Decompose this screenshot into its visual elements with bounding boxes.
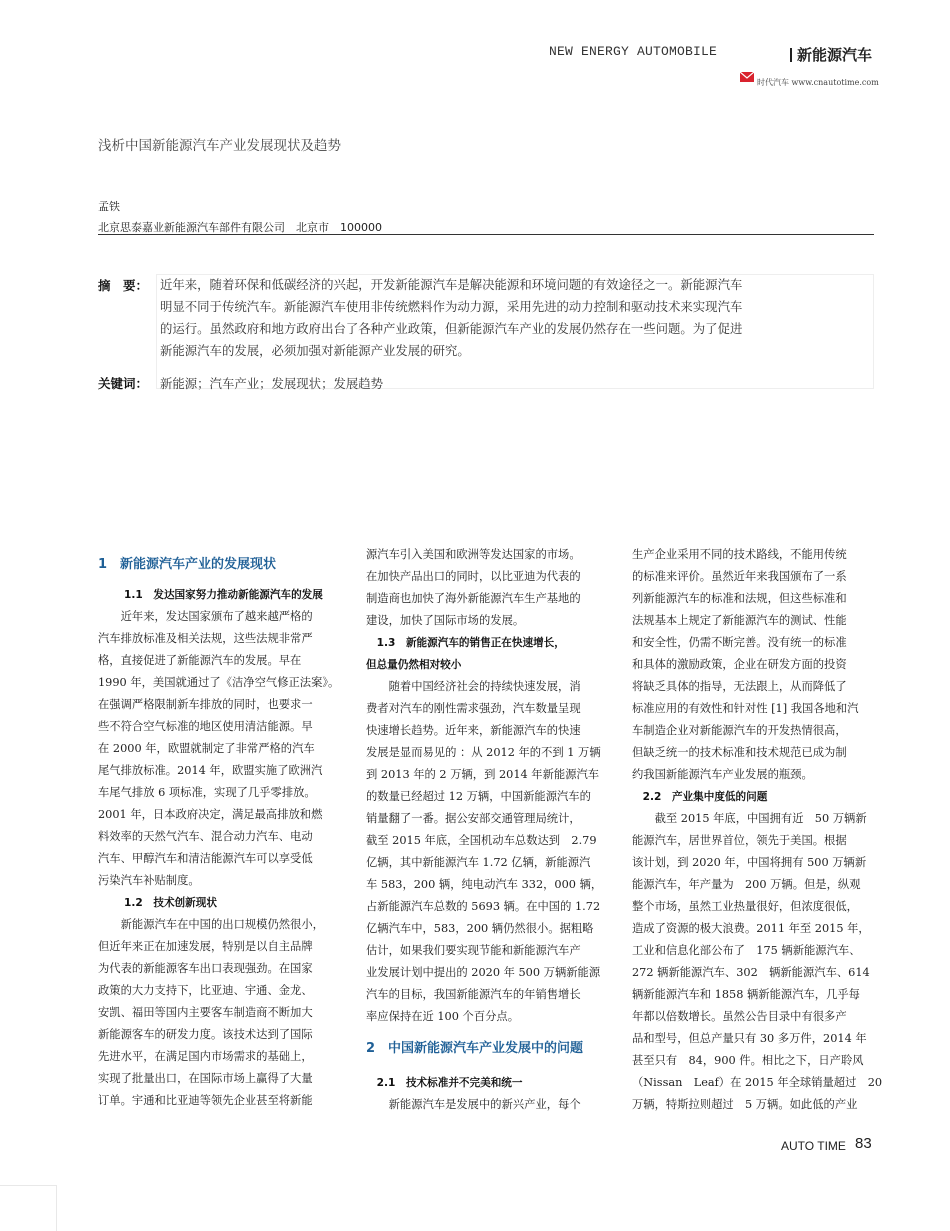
paragraph-line: 和具体的激励政策，企业在研发方面的投资 bbox=[632, 658, 847, 671]
subsection-heading: 2.1 技术标准并不完美和统一 bbox=[366, 1077, 523, 1089]
paragraph-line: 列新能源汽车的标准和法规，但这些标准和 bbox=[632, 592, 847, 605]
title-rule bbox=[98, 234, 874, 235]
paragraph-line: 年都以倍数增长。虽然公告目录中有很多产 bbox=[632, 1010, 847, 1023]
paragraph-line: 先进水平，在满足国内市场需求的基础上， bbox=[98, 1050, 313, 1063]
section-heading: 2 中国新能源汽车产业发展中的问题 bbox=[366, 1041, 584, 1056]
abstract-line: 近年来，随着环保和低碳经济的兴起，开发新能源汽车是解决能源和环境问题的有效途径之一。新能源汽车 bbox=[160, 277, 743, 292]
paragraph-line: 品和型号，但总产量只有 30 多万件，2014 年 bbox=[632, 1032, 867, 1045]
paragraph-line: 实现了批量出口，在国际市场上赢得了大量 bbox=[98, 1072, 313, 1085]
article-title: 浅析中国新能源汽车产业发展现状及趋势 bbox=[98, 138, 341, 154]
paragraph-line: 在加快产品出口的同时，以比亚迪为代表的 bbox=[366, 570, 581, 583]
paragraph-line: 料效率的天然气汽车、混合动力汽车、电动 bbox=[98, 830, 313, 843]
paragraph-line: （Nissan Leaf）在 2015 年全球销量超过 20 bbox=[632, 1076, 883, 1089]
paragraph-line: 万辆，特斯拉则超过 5 万辆。如此低的产业 bbox=[632, 1098, 858, 1111]
paragraph-line: 格，直接促进了新能源汽车的发展。早在 bbox=[98, 654, 302, 667]
section-heading: 1 新能源汽车产业的发展现状 bbox=[98, 557, 277, 572]
keywords-label: 关键词： bbox=[98, 376, 149, 391]
paragraph-line: 截至 2015 年底，中国拥有近 50 万辆新 bbox=[632, 812, 867, 825]
abstract-line: 的运行。虽然政府和地方政府出台了各种产业政策，但新能源汽车产业的发展仍然存在一些问题。为了促进 bbox=[160, 321, 743, 336]
paragraph-line: 在强调严格限制新车排放的同时，也要求一 bbox=[98, 698, 313, 711]
paragraph-line: 能源汽车，年产量为 200 万辆。但是，纵观 bbox=[632, 878, 861, 891]
paragraph-line: 生产企业采用不同的技术路线，不能用传统 bbox=[632, 548, 847, 561]
paragraph-line: 272 辆新能源汽车、302 辆新能源汽车、614 bbox=[632, 966, 870, 979]
abstract-text bbox=[160, 274, 860, 362]
paragraph-line: 车尾气排放 6 项标准，实现了几乎零排放。 bbox=[98, 786, 316, 799]
paragraph-line: 快速增长趋势。近年来，新能源汽车的快速 bbox=[366, 724, 581, 737]
section-label: 新能源汽车 bbox=[797, 46, 873, 64]
paragraph-line: 汽车、甲醇汽车和清洁能源汽车可以享受低 bbox=[98, 852, 313, 865]
paragraph-line: 订单。宇通和比亚迪等领先企业甚至将新能 bbox=[98, 1094, 313, 1107]
running-title: NEW ENERGY AUTOMOBILE bbox=[549, 44, 718, 59]
paragraph-line: 约我国新能源汽车产业发展的瓶颈。 bbox=[632, 768, 813, 781]
paragraph-line: 新能源汽车在中国的出口规模仍然很小， bbox=[98, 918, 324, 931]
column-1 bbox=[98, 544, 346, 1112]
paragraph-line: 的数量已经超过 12 万辆，中国新能源汽车的 bbox=[366, 790, 591, 803]
paragraph-line: 安凯、福田等国内主要客车制造商不断加大 bbox=[98, 1006, 313, 1019]
site-url: 时代汽车 www.cnautotime.com bbox=[757, 78, 879, 87]
paragraph-line: 销量翻了一番。据公安部交通管理局统计， bbox=[366, 812, 581, 825]
subsection-heading: 1.1 发达国家努力推动新能源汽车的发展 bbox=[124, 589, 323, 601]
paragraph-line: 些不符合空气标准的地区使用清洁能源。早 bbox=[98, 720, 313, 733]
paragraph-line: 政策的大力支持下，比亚迪、宇通、金龙、 bbox=[98, 984, 313, 997]
paragraph-line: 尾气排放标准。2014 年，欧盟实施了欧洲汽 bbox=[98, 764, 323, 777]
paragraph-line: 在 2000 年，欧盟就制定了非常严格的汽车 bbox=[98, 742, 315, 755]
paragraph-line: 估计，如果我们要实现节能和新能源汽车产 bbox=[366, 944, 581, 957]
paragraph-line: 汽车的目标，我国新能源汽车的年销售增长 bbox=[366, 988, 581, 1001]
paragraph-line: 污染汽车补贴制度。 bbox=[98, 874, 200, 887]
abstract-label: 摘 要： bbox=[98, 278, 149, 293]
paragraph-line: 和安全性，仍需不断完善。没有统一的标准 bbox=[632, 636, 847, 649]
paragraph-line: 造成了资源的极大浪费。2011 年至 2015 年， bbox=[632, 922, 870, 935]
paragraph-line: 建设，加快了国际市场的发展。 bbox=[366, 614, 525, 627]
paragraph-line: 工业和信息化部公布了 175 辆新能源汽车、 bbox=[632, 944, 861, 957]
paragraph-line: 占新能源汽车总数的 5693 辆。在中国的 1.72 bbox=[366, 900, 601, 913]
paragraph-line: 截至 2015 年底，全国机动车总数达到 2.79 bbox=[366, 834, 597, 847]
paragraph-line: 辆新能源汽车和 1858 辆新能源汽车，几乎每 bbox=[632, 988, 860, 1001]
paragraph-line: 整个市场，虽然工业热量很好，但浓度很低， bbox=[632, 900, 858, 913]
header-divider bbox=[790, 48, 792, 62]
page-number: 83 bbox=[855, 1135, 872, 1152]
paragraph-line: 标准应用的有效性和针对性 [1] 我国各地和汽 bbox=[632, 702, 859, 715]
paragraph-line: 但近年来正在加速发展，特别是以自主品牌 bbox=[98, 940, 313, 953]
footer-brand: AUTO TIME bbox=[781, 1139, 846, 1153]
paragraph-line: 新能源汽车是发展中的新兴产业，每个 bbox=[366, 1098, 581, 1111]
paragraph-line: 该计划，到 2020 年，中国将拥有 500 万辆新 bbox=[632, 856, 867, 869]
paragraph-line: 源汽车引入美国和欧洲等发达国家的市场。 bbox=[366, 548, 581, 561]
column-2 bbox=[366, 544, 614, 1116]
paragraph-line: 车 583，200 辆，纯电动汽车 332，000 辆， bbox=[366, 878, 603, 891]
paragraph-line: 新能源客车的研发力度。该技术达到了国际 bbox=[98, 1028, 313, 1041]
affiliation: 北京思泰嘉业新能源汽车部件有限公司 北京市 100000 bbox=[98, 221, 382, 234]
paragraph-line: 发展是显而易见的 ：从 2012 年的不到 1 万辆 bbox=[366, 746, 601, 759]
abstract-line: 明显不同于传统汽车。新能源汽车使用非传统燃料作为动力源，采用先进的动力控制和驱动技术来实现汽车 bbox=[160, 299, 743, 314]
subsection-heading: 1.2 技术创新现状 bbox=[124, 897, 217, 909]
paragraph-line: 为代表的新能源客车出口表现强劲。在国家 bbox=[98, 962, 313, 975]
paragraph-line: 费者对汽车的刚性需求强劲，汽车数量呈现 bbox=[366, 702, 581, 715]
paragraph-line: 2001 年，日本政府决定，满足最高排放和燃 bbox=[98, 808, 323, 821]
paragraph-line: 1990 年，美国就通过了《洁净空气修正法案》。 bbox=[98, 676, 340, 689]
paragraph-line: 将缺乏具体的指导，无法跟上，从而降低了 bbox=[632, 680, 847, 693]
paragraph-line: 业发展计划中提出的 2020 年 500 万辆新能源 bbox=[366, 966, 601, 979]
paragraph-line: 汽车排放标准及相关法规，这些法规非常严 bbox=[98, 632, 313, 645]
paragraph-line: 随着中国经济社会的持续快速发展，消 bbox=[366, 680, 581, 693]
paragraph-line: 甚至只有 84，900 件。相比之下，日产聆风 bbox=[632, 1054, 864, 1067]
paragraph-line: 车制造企业对新能源汽车的开发热情很高， bbox=[632, 724, 847, 737]
paragraph-line: 法规基本上规定了新能源汽车的测试、性能 bbox=[632, 614, 847, 627]
corner-mark bbox=[0, 1185, 57, 1231]
subsection-heading-cont: 但总量仍然相对较小 bbox=[366, 659, 462, 671]
paragraph-line: 率应保持在近 100 个百分点。 bbox=[366, 1010, 520, 1023]
envelope-logo-icon bbox=[740, 68, 754, 80]
paragraph-line: 近年来，发达国家颁布了越来越严格的 bbox=[98, 610, 313, 623]
paragraph-line: 到 2013 年的 2 万辆，到 2014 年新能源汽车 bbox=[366, 768, 600, 781]
author: 孟铁 bbox=[98, 200, 120, 213]
paragraph-line: 但缺乏统一的技术标准和技术规范已成为制 bbox=[632, 746, 847, 759]
paragraph-line: 的标准来评价。虽然近年来我国颁布了一系 bbox=[632, 570, 847, 583]
abstract-line: 新能源汽车的发展，必须加强对新能源产业发展的研究。 bbox=[160, 343, 470, 358]
paragraph-line: 能源汽车，居世界首位，领先于美国。根据 bbox=[632, 834, 847, 847]
subsection-heading: 2.2 产业集中度低的问题 bbox=[632, 791, 768, 803]
paragraph-line: 亿辆，其中新能源汽车 1.72 亿辆，新能源汽 bbox=[366, 856, 591, 869]
paragraph-line: 亿辆汽车中，583，200 辆仍然很小。据粗略 bbox=[366, 922, 594, 935]
paragraph-line: 制造商也加快了海外新能源汽车生产基地的 bbox=[366, 592, 581, 605]
keywords: 新能源；汽车产业；发展现状；发展趋势 bbox=[160, 376, 384, 391]
subsection-heading: 1.3 新能源汽车的销售正在快速增长， bbox=[366, 637, 565, 649]
column-3 bbox=[632, 544, 883, 1116]
